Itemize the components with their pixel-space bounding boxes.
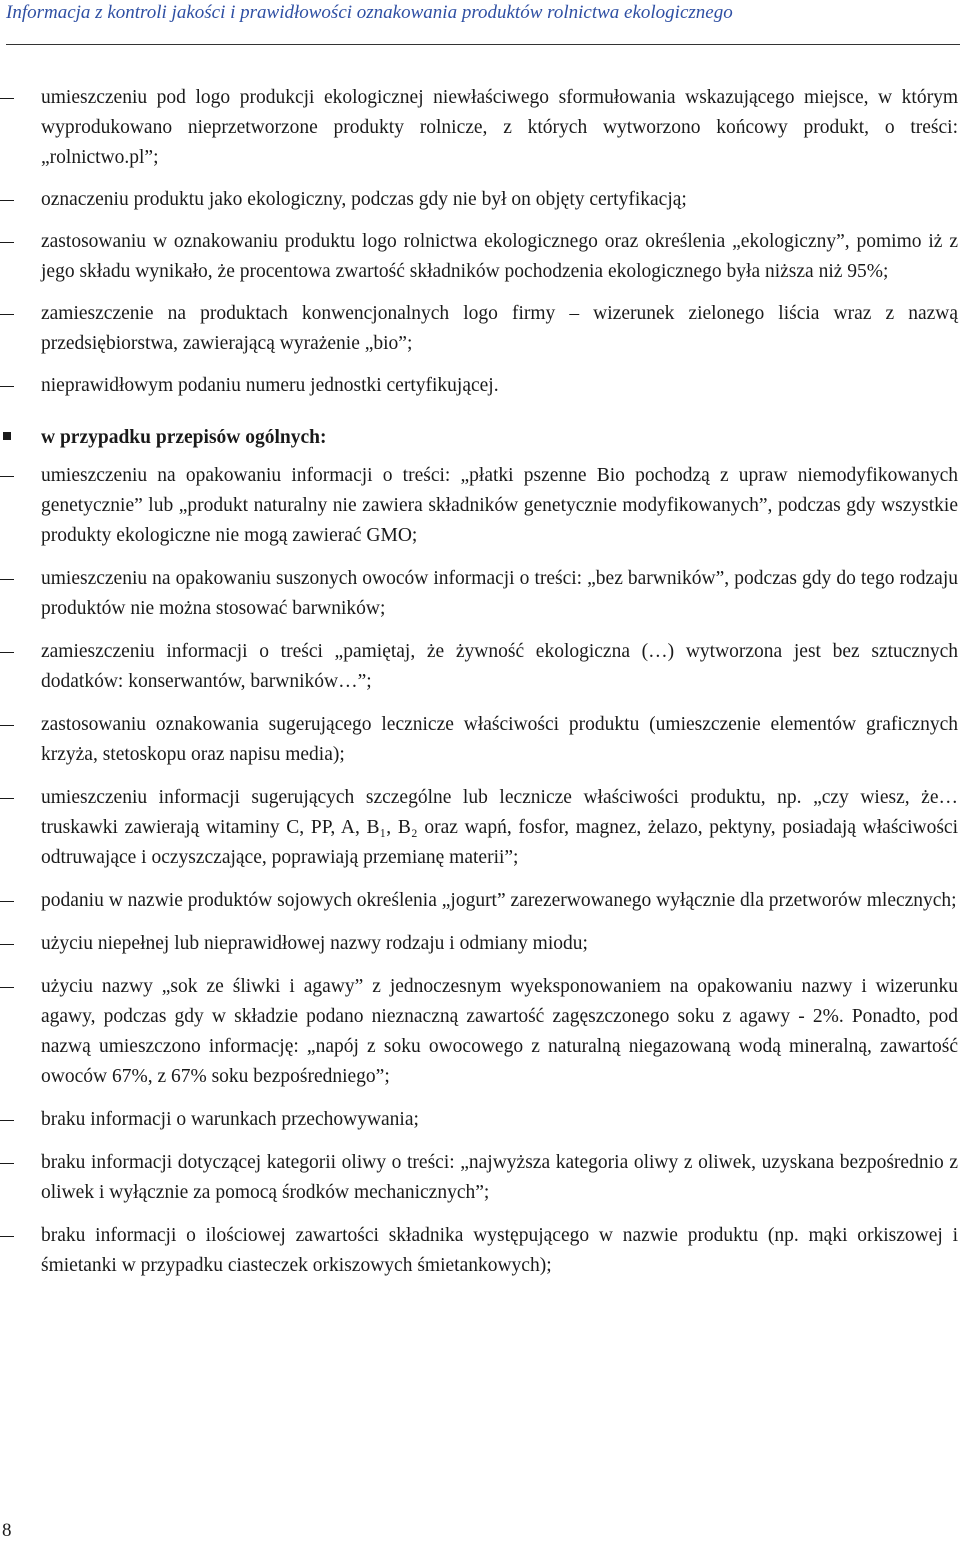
dash-bullet-icon	[0, 725, 14, 726]
list-item-text: nieprawidłowym podaniu numeru jednostki certyfikującej.	[41, 375, 499, 396]
list-item-text: umieszczeniu na opakowaniu suszonych owoców informacji o treści: „bez barwników”, podczas gdy do tego rodzaju produktów nie można stosować barwników;	[41, 568, 958, 619]
dash-bullet-icon	[0, 987, 14, 988]
list-item-text: braku informacji o warunkach przechowywania;	[41, 1109, 419, 1130]
document-body	[0, 83, 960, 1281]
list-item-text: podaniu w nazwie produktów sojowych określenia „jogurt” zarezerwowanego wyłącznie dla przetworów mlecznych;	[41, 890, 957, 911]
list-item	[0, 371, 958, 401]
list-item	[0, 710, 958, 770]
list-item	[0, 783, 958, 873]
dash-bullet-icon	[0, 98, 14, 99]
list-item-text: umieszczeniu informacji sugerujących szczególne lub lecznicze właściwości produktu, np. „czy wiesz, że… truskawki zawierają witaminy C, PP, A, B₁, B₂ oraz wapń, fosfor, magnez, żelazo, pektyny, posiadają właściwości odtruwające i oczyszczające, poprawiają przemianę materii”;	[41, 787, 958, 868]
list-item-text: umieszczeniu pod logo produkcji ekologicznej niewłaściwego sformułowania wskazującego miejsce, w którym wyprodukowano nieprzetworzone produkty rolnicze, z których wytworzono końcowy produkt, o treści: „rolnictwo.pl”;	[41, 87, 958, 168]
dash-bullet-icon	[0, 652, 14, 653]
dash-bullet-icon	[0, 944, 14, 945]
dash-bullet-icon	[0, 901, 14, 902]
list-item	[0, 929, 958, 959]
list-item-text: użyciu nazwy „sok ze śliwki i agawy” z jednoczesnym wyeksponowaniem na opakowaniu nazwy i wizerunku agawy, podczas gdy w składzie podano nieznaczną zawartość zagęszczonego soku z agawy - 2%. Ponadto, pod nazwą umieszczono informację: „napój z soku owocowego z naturalną niegazowaną wodą mineralną, zawartość owoców 67%, z 67% soku bezpośredniego”;	[41, 976, 958, 1087]
list-item	[0, 886, 958, 916]
list-item-text: zastosowaniu w oznakowaniu produktu logo rolnictwa ekologicznego oraz określenia „ekologiczny”, pomimo iż z jego składu wynikało, że procentowa zwartość składników pochodzenia ekologicznego była niższa niż 95%;	[41, 231, 958, 282]
list-item-text: braku informacji o ilościowej zawartości składnika występującego w nazwie produktu (np. mąki orkiszowej i śmietanki w przypadku ciasteczek orkiszowych śmietankowych);	[41, 1225, 958, 1276]
list-item	[0, 564, 958, 624]
page-number: 8	[2, 1520, 12, 1541]
list-item-text: zamieszczenie na produktach konwencjonalnych logo firmy – wizerunek zielonego liścia wraz z nazwą przedsiębiorstwa, zawierającą wyrażenie „bio”;	[41, 303, 958, 354]
list-item	[0, 1148, 958, 1208]
header-title: Informacja z kontroli jakości i prawidłowości oznakowania produktów rolnictwa ekologicznego	[6, 2, 733, 23]
dash-bullet-icon	[0, 579, 14, 580]
list-item-text: zamieszczeniu informacji o treści „pamiętaj, że żywność ekologiczna (…) wytworzona jest bez sztucznych dodatków: konserwantów, barwników…”;	[41, 641, 958, 692]
dash-bullet-icon	[0, 386, 14, 387]
section-heading	[0, 423, 960, 453]
dash-bullet-icon	[0, 242, 14, 243]
dash-bullet-icon	[0, 476, 14, 477]
dash-bullet-icon	[0, 1120, 14, 1121]
list-item-text: użyciu niepełnej lub nieprawidłowej nazwy rodzaju i odmiany miodu;	[41, 933, 588, 954]
list-item	[0, 227, 958, 287]
list-item	[0, 83, 958, 173]
list-item	[0, 461, 958, 551]
dash-bullet-icon	[0, 1163, 14, 1164]
list-item	[0, 1221, 958, 1281]
dash-bullet-icon	[0, 200, 14, 201]
list-item	[0, 185, 958, 215]
section-heading-text: w przypadku przepisów ogólnych:	[41, 427, 327, 448]
list-item-text: zastosowaniu oznakowania sugerującego lecznicze właściwości produktu (umieszczenie elementów graficznych krzyża, stetoskopu oraz napisu media);	[41, 714, 958, 765]
page-header	[6, 0, 960, 45]
list-item-text: oznaczeniu produktu jako ekologiczny, podczas gdy nie był on objęty certyfikacją;	[41, 189, 687, 210]
dash-bullet-icon	[0, 314, 14, 315]
list-item	[0, 637, 958, 697]
list-item-text: braku informacji dotyczącej kategorii oliwy o treści: „najwyższa kategoria oliwy z oliwek, uzyskana bezpośrednio z oliwek i wyłącznie za pomocą środków mechanicznych”;	[41, 1152, 958, 1203]
list-item-text: umieszczeniu na opakowaniu informacji o treści: „płatki pszenne Bio pochodzą z upraw niemodyfikowanych genetycznie” lub „produkt naturalny nie zawiera składników genetycznie modyfikowanych”, podczas gdy wszystkie produkty ekologiczne nie mogą zawierać GMO;	[41, 465, 958, 546]
dash-bullet-icon	[0, 798, 14, 799]
list-item	[0, 299, 958, 359]
list-item	[0, 972, 958, 1092]
dash-bullet-icon	[0, 1236, 14, 1237]
square-bullet-icon	[3, 432, 11, 440]
list-item	[0, 1105, 958, 1135]
